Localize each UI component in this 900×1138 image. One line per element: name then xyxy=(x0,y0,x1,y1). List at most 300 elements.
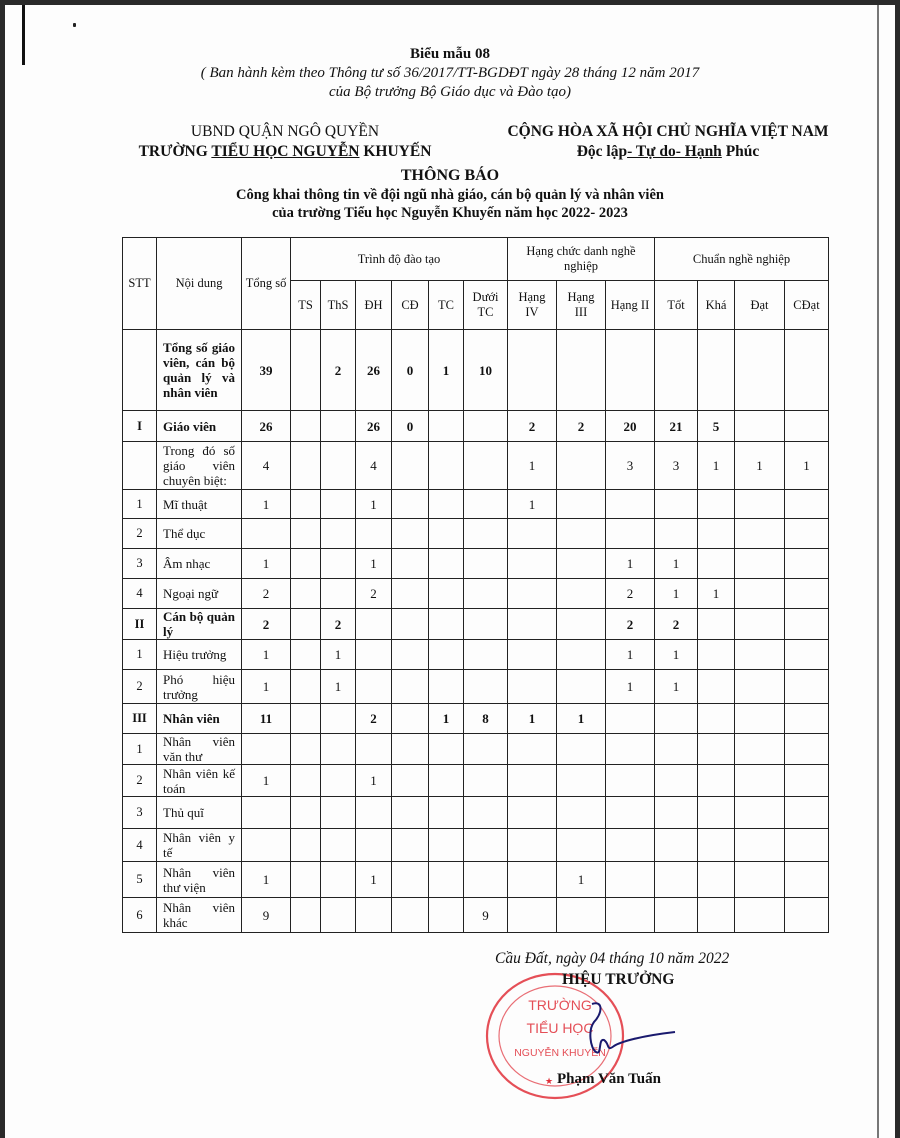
signer-name: Phạm Văn Tuấn xyxy=(557,1071,661,1087)
cell-dat xyxy=(735,670,785,704)
cell-ts xyxy=(291,330,321,411)
cell-cdat xyxy=(785,519,829,549)
cell-dh: 1 xyxy=(356,862,392,898)
cell-tc xyxy=(429,829,464,862)
cell-tc xyxy=(429,640,464,670)
cell-kha xyxy=(698,734,735,765)
cell-total xyxy=(242,797,291,829)
cell-hang2 xyxy=(606,797,655,829)
cell-cd xyxy=(392,579,429,609)
cell-hang2 xyxy=(606,490,655,519)
cell-kha: 1 xyxy=(698,442,735,490)
cell-hang4 xyxy=(508,862,557,898)
cell-hang3 xyxy=(557,734,606,765)
cell-hang3 xyxy=(557,442,606,490)
cell-stt: 5 xyxy=(123,862,157,898)
cell-cd xyxy=(392,829,429,862)
cell-tot xyxy=(655,330,698,411)
cell-kha xyxy=(698,670,735,704)
cell-dat: 1 xyxy=(735,442,785,490)
cell-total: 1 xyxy=(242,490,291,519)
motto-prefix: Độc lập xyxy=(576,143,628,160)
cell-dh xyxy=(356,734,392,765)
cell-dh xyxy=(356,670,392,704)
cell-kha xyxy=(698,519,735,549)
cell-tot xyxy=(655,765,698,797)
form-title: Biểu mẫu 08 xyxy=(409,46,490,62)
school-name xyxy=(125,142,445,162)
cell-hang4 xyxy=(508,640,557,670)
cell-stt: 4 xyxy=(123,579,157,609)
table-row xyxy=(123,490,829,519)
cell-hang2 xyxy=(606,734,655,765)
cell-hang2 xyxy=(606,829,655,862)
cell-hang2: 20 xyxy=(606,411,655,442)
header-tot: Tốt xyxy=(655,281,698,330)
cell-tc xyxy=(429,797,464,829)
cell-kha xyxy=(698,609,735,640)
cell-total: 2 xyxy=(242,579,291,609)
cell-total xyxy=(242,519,291,549)
cell-dh: 2 xyxy=(356,704,392,734)
cell-tot: 1 xyxy=(655,640,698,670)
cell-stt xyxy=(123,442,157,490)
cell-duoi-tc xyxy=(464,579,508,609)
cell-ts xyxy=(291,898,321,933)
cell-duoi-tc: 9 xyxy=(464,898,508,933)
cell-duoi-tc xyxy=(464,797,508,829)
cell-dh: 4 xyxy=(356,442,392,490)
cell-content: Hiệu trưởng xyxy=(157,640,242,670)
cell-stt: II xyxy=(123,609,157,640)
notice-title: THÔNG BÁO xyxy=(400,167,500,184)
cell-tot: 1 xyxy=(655,670,698,704)
table-row xyxy=(123,797,829,829)
cell-dat xyxy=(735,797,785,829)
cell-duoi-tc xyxy=(464,442,508,490)
cell-ts xyxy=(291,670,321,704)
cell-total xyxy=(242,734,291,765)
header-hang-iv: Hạng IV xyxy=(508,281,557,330)
table-row xyxy=(123,519,829,549)
cell-ths xyxy=(321,765,356,797)
cell-ts xyxy=(291,519,321,549)
table-row xyxy=(123,330,829,411)
cell-cd xyxy=(392,704,429,734)
cell-dh: 1 xyxy=(356,765,392,797)
cell-total: 39 xyxy=(242,330,291,411)
cell-hang4 xyxy=(508,519,557,549)
cell-hang2: 2 xyxy=(606,609,655,640)
cell-ts xyxy=(291,579,321,609)
table-row xyxy=(123,670,829,704)
cell-content: Nhân viên kế toán xyxy=(157,765,242,797)
header-ths: ThS xyxy=(321,281,356,330)
cell-cdat xyxy=(785,734,829,765)
header-standard-group: Chuẩn nghề nghiệp xyxy=(655,238,829,281)
header-cdat: CĐạt xyxy=(785,281,829,330)
authority-name: UBND QUẬN NGÔ QUYỀN xyxy=(190,123,380,140)
cell-hang3: 1 xyxy=(557,704,606,734)
cell-duoi-tc xyxy=(464,829,508,862)
cell-hang4 xyxy=(508,549,557,579)
table-row xyxy=(123,734,829,765)
cell-dh: 2 xyxy=(356,579,392,609)
cell-ts xyxy=(291,765,321,797)
cell-ths: 2 xyxy=(321,330,356,411)
cell-duoi-tc xyxy=(464,765,508,797)
cell-tc xyxy=(429,898,464,933)
cell-hang3 xyxy=(557,829,606,862)
cell-cd xyxy=(392,898,429,933)
header-content: Nội dung xyxy=(157,238,242,330)
cell-kha xyxy=(698,490,735,519)
notice-subtitle-1: Công khai thông tin về đội ngũ nhà giáo, cán bộ quản lý và nhân viên xyxy=(236,187,664,203)
cell-tc xyxy=(429,862,464,898)
cell-hang4 xyxy=(508,797,557,829)
cell-duoi-tc xyxy=(464,549,508,579)
cell-dh: 1 xyxy=(356,549,392,579)
cell-hang3 xyxy=(557,898,606,933)
decree-line-2: của Bộ trưởng Bộ Giáo dục và Đào tạo) xyxy=(329,84,571,100)
cell-ts xyxy=(291,411,321,442)
cell-dat xyxy=(735,579,785,609)
cell-hang2 xyxy=(606,519,655,549)
cell-tot xyxy=(655,734,698,765)
cell-kha xyxy=(698,797,735,829)
signer-title: HIỆU TRƯỞNG xyxy=(562,971,675,988)
principal-signature xyxy=(580,1000,680,1060)
cell-tot: 1 xyxy=(655,549,698,579)
cell-cdat: 1 xyxy=(785,442,829,490)
cell-ts xyxy=(291,734,321,765)
cell-ts xyxy=(291,442,321,490)
cell-stt: 1 xyxy=(123,490,157,519)
header-hang-iii: Hạng III xyxy=(557,281,606,330)
cell-duoi-tc xyxy=(464,609,508,640)
cell-tot xyxy=(655,829,698,862)
cell-kha xyxy=(698,549,735,579)
cell-cdat xyxy=(785,829,829,862)
table-row xyxy=(123,579,829,609)
cell-tot: 21 xyxy=(655,411,698,442)
cell-tc xyxy=(429,442,464,490)
cell-hang4: 1 xyxy=(508,490,557,519)
table-body xyxy=(123,330,829,933)
cell-content: Thủ quĩ xyxy=(157,797,242,829)
cell-dh: 1 xyxy=(356,490,392,519)
cell-tot xyxy=(655,862,698,898)
cell-hang4 xyxy=(508,734,557,765)
cell-cd xyxy=(392,640,429,670)
cell-cdat xyxy=(785,549,829,579)
cell-hang3 xyxy=(557,670,606,704)
cell-dat xyxy=(735,734,785,765)
cell-cdat xyxy=(785,640,829,670)
cell-total: 11 xyxy=(242,704,291,734)
cell-total: 26 xyxy=(242,411,291,442)
cell-ts xyxy=(291,490,321,519)
cell-hang3: 2 xyxy=(557,411,606,442)
cell-content: Cán bộ quản lý xyxy=(157,609,242,640)
cell-ths: 2 xyxy=(321,609,356,640)
cell-cd xyxy=(392,609,429,640)
cell-ts xyxy=(291,549,321,579)
cell-tot: 2 xyxy=(655,609,698,640)
table-row xyxy=(123,898,829,933)
cell-dat xyxy=(735,330,785,411)
cell-tc xyxy=(429,579,464,609)
cell-ths: 1 xyxy=(321,640,356,670)
cell-stt: 3 xyxy=(123,549,157,579)
cell-hang3 xyxy=(557,330,606,411)
cell-content: Giáo viên xyxy=(157,411,242,442)
cell-total: 4 xyxy=(242,442,291,490)
cell-content: Nhân viên thư viện xyxy=(157,862,242,898)
cell-kha xyxy=(698,330,735,411)
cell-kha xyxy=(698,704,735,734)
cell-hang4 xyxy=(508,330,557,411)
cell-stt: 2 xyxy=(123,765,157,797)
header-training-group: Trình độ đào tạo xyxy=(291,238,508,281)
cell-cdat xyxy=(785,579,829,609)
cell-dat xyxy=(735,519,785,549)
header-ts: TS xyxy=(291,281,321,330)
cell-ths xyxy=(321,490,356,519)
table-row xyxy=(123,609,829,640)
cell-hang4 xyxy=(508,898,557,933)
cell-tc xyxy=(429,734,464,765)
cell-dh xyxy=(356,797,392,829)
cell-ts xyxy=(291,797,321,829)
cell-stt: 4 xyxy=(123,829,157,862)
cell-cdat xyxy=(785,898,829,933)
header-total: Tổng số xyxy=(242,238,291,330)
cell-dat xyxy=(735,490,785,519)
cell-hang3 xyxy=(557,609,606,640)
cell-dh: 26 xyxy=(356,330,392,411)
table-row xyxy=(123,704,829,734)
header-dat: Đạt xyxy=(735,281,785,330)
cell-ts xyxy=(291,862,321,898)
national-motto xyxy=(483,142,853,162)
cell-ths xyxy=(321,797,356,829)
school-name-prefix: TRƯỜNG xyxy=(138,143,212,160)
cell-ths: 1 xyxy=(321,670,356,704)
cell-hang2 xyxy=(606,330,655,411)
cell-total: 2 xyxy=(242,609,291,640)
cell-total: 9 xyxy=(242,898,291,933)
cell-content: Nhân viên y tế xyxy=(157,829,242,862)
cell-content: Ngoại ngữ xyxy=(157,579,242,609)
cell-tot: 3 xyxy=(655,442,698,490)
cell-total: 1 xyxy=(242,670,291,704)
cell-ts xyxy=(291,609,321,640)
table-row xyxy=(123,829,829,862)
cell-ths xyxy=(321,579,356,609)
cell-tot xyxy=(655,704,698,734)
cell-ths xyxy=(321,519,356,549)
cell-duoi-tc xyxy=(464,519,508,549)
cell-hang2 xyxy=(606,898,655,933)
notice-subtitle-2: của trường Tiểu học Nguyễn Khuyến năm học 2022- 2023 xyxy=(272,205,628,221)
cell-dat xyxy=(735,609,785,640)
cell-content: Thể dục xyxy=(157,519,242,549)
cell-hang3 xyxy=(557,579,606,609)
cell-cd xyxy=(392,490,429,519)
header-rank-group: Hạng chức danh nghề nghiệp xyxy=(508,238,655,281)
cell-duoi-tc: 10 xyxy=(464,330,508,411)
cell-kha: 5 xyxy=(698,411,735,442)
cell-total: 1 xyxy=(242,862,291,898)
cell-tc xyxy=(429,519,464,549)
cell-kha xyxy=(698,829,735,862)
cell-hang4: 2 xyxy=(508,411,557,442)
cell-cd xyxy=(392,442,429,490)
cell-cdat xyxy=(785,765,829,797)
cell-stt: 3 xyxy=(123,797,157,829)
cell-total xyxy=(242,829,291,862)
header-cd: CĐ xyxy=(392,281,429,330)
cell-hang4: 1 xyxy=(508,704,557,734)
cell-stt: III xyxy=(123,704,157,734)
cell-stt: 1 xyxy=(123,640,157,670)
cell-hang4 xyxy=(508,609,557,640)
cell-ths xyxy=(321,898,356,933)
cell-hang2: 3 xyxy=(606,442,655,490)
table-row xyxy=(123,411,829,442)
cell-tot: 1 xyxy=(655,579,698,609)
signature-icon xyxy=(580,1000,680,1060)
cell-cdat xyxy=(785,330,829,411)
cell-hang2: 2 xyxy=(606,579,655,609)
table-row xyxy=(123,640,829,670)
cell-hang2 xyxy=(606,862,655,898)
cell-dh xyxy=(356,609,392,640)
national-header xyxy=(483,122,853,162)
cell-ts xyxy=(291,704,321,734)
svg-text:NGUYỄN KHUYẾN: NGUYỄN KHUYẾN xyxy=(514,1047,606,1059)
cell-cd xyxy=(392,862,429,898)
cell-ts xyxy=(291,829,321,862)
cell-cdat xyxy=(785,704,829,734)
cell-duoi-tc: 8 xyxy=(464,704,508,734)
cell-hang4 xyxy=(508,765,557,797)
cell-tc xyxy=(429,765,464,797)
cell-dat xyxy=(735,765,785,797)
cell-cd xyxy=(392,797,429,829)
cell-hang3: 1 xyxy=(557,862,606,898)
cell-tc: 1 xyxy=(429,704,464,734)
cell-cdat xyxy=(785,411,829,442)
table-header-row-1 xyxy=(123,238,829,281)
cell-ths xyxy=(321,549,356,579)
cell-total: 1 xyxy=(242,765,291,797)
cell-kha xyxy=(698,640,735,670)
cell-cd xyxy=(392,549,429,579)
cell-duoi-tc xyxy=(464,640,508,670)
cell-cd xyxy=(392,519,429,549)
cell-tot xyxy=(655,898,698,933)
issuing-authority-header xyxy=(125,122,445,162)
cell-hang3 xyxy=(557,519,606,549)
cell-hang2: 1 xyxy=(606,549,655,579)
table-row xyxy=(123,862,829,898)
motto-underlined: - Tự do- Hạnh xyxy=(627,143,722,160)
cell-ths xyxy=(321,442,356,490)
cell-ths xyxy=(321,829,356,862)
cell-hang3 xyxy=(557,490,606,519)
cell-dh xyxy=(356,898,392,933)
header-tc: TC xyxy=(429,281,464,330)
header-dh: ĐH xyxy=(356,281,392,330)
cell-content: Tổng số giáo viên, cán bộ quản lý và nhân viên xyxy=(157,330,242,411)
table-row xyxy=(123,765,829,797)
decree-line-1: ( Ban hành kèm theo Thông tư số 36/2017/TT-BGDĐT ngày 28 tháng 12 năm 2017 xyxy=(200,65,700,81)
cell-content: Nhân viên khác xyxy=(157,898,242,933)
republic-title: CỘNG HÒA XÃ HỘI CHỦ NGHĨA VIỆT NAM xyxy=(507,123,829,140)
cell-duoi-tc xyxy=(464,862,508,898)
cell-cd: 0 xyxy=(392,411,429,442)
cell-tc xyxy=(429,609,464,640)
cell-kha: 1 xyxy=(698,579,735,609)
cell-tot xyxy=(655,490,698,519)
svg-text:TRƯỜNG: TRƯỜNG xyxy=(528,997,592,1013)
cell-hang3 xyxy=(557,765,606,797)
header-hang-ii: Hạng II xyxy=(606,281,655,330)
cell-stt: 6 xyxy=(123,898,157,933)
table-row xyxy=(123,549,829,579)
cell-dat xyxy=(735,898,785,933)
cell-content: Âm nhạc xyxy=(157,549,242,579)
cell-dat xyxy=(735,862,785,898)
cell-cdat xyxy=(785,862,829,898)
cell-cdat xyxy=(785,797,829,829)
cell-dh: 26 xyxy=(356,411,392,442)
cell-hang3 xyxy=(557,640,606,670)
svg-text:★: ★ xyxy=(545,1076,554,1086)
cell-hang3 xyxy=(557,797,606,829)
cell-hang4: 1 xyxy=(508,442,557,490)
table-row xyxy=(123,442,829,490)
cell-cdat xyxy=(785,609,829,640)
cell-dat xyxy=(735,704,785,734)
cell-duoi-tc xyxy=(464,490,508,519)
cell-duoi-tc xyxy=(464,670,508,704)
cell-ths xyxy=(321,411,356,442)
cell-stt: I xyxy=(123,411,157,442)
cell-hang2: 1 xyxy=(606,670,655,704)
motto-suffix: Phúc xyxy=(721,143,760,160)
cell-dat xyxy=(735,549,785,579)
cell-duoi-tc xyxy=(464,411,508,442)
cell-stt: 1 xyxy=(123,734,157,765)
cell-dat xyxy=(735,640,785,670)
cell-content: Mĩ thuật xyxy=(157,490,242,519)
cell-hang2 xyxy=(606,704,655,734)
cell-total: 1 xyxy=(242,549,291,579)
header-stt: STT xyxy=(123,238,157,330)
cell-dh xyxy=(356,519,392,549)
cell-cd xyxy=(392,734,429,765)
cell-cdat xyxy=(785,490,829,519)
cell-total: 1 xyxy=(242,640,291,670)
cell-cd xyxy=(392,670,429,704)
cell-hang4 xyxy=(508,829,557,862)
cell-hang4 xyxy=(508,670,557,704)
svg-text:TIỂU HỌC: TIỂU HỌC xyxy=(526,1020,594,1036)
cell-ths xyxy=(321,734,356,765)
